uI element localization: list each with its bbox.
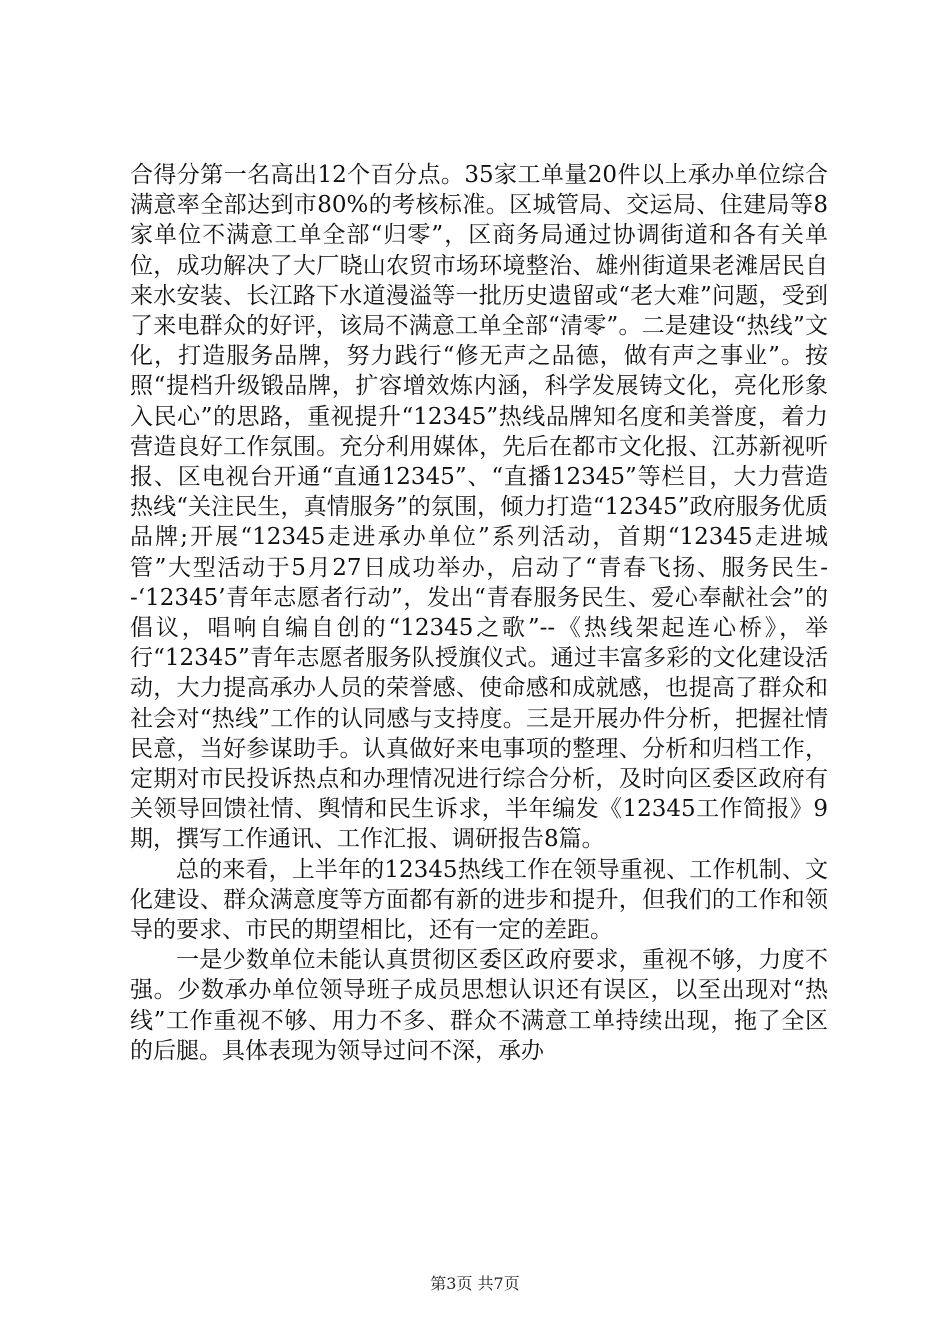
document-body <box>130 160 828 1066</box>
paragraph-summary: 总的来看，上半年的12345热线工作在领导重视、工作机制、文化建设、群众满意度等方面都有新的进步和提升，但我们的工作和领导的要求、市民的期望相比，还有一定的差距。 <box>130 856 828 944</box>
page-number-footer: 第3页 共7页 <box>430 1274 520 1293</box>
paragraph-continued: 合得分第一名高出12个百分点。35家工单量20件以上承办单位综合满意率全部达到市80%的考核标准。区城管局、交运局、住建局等8家单位不满意工单全部“归零”，区商务局通过协调街道和各有关单位，成功解决了大厂晓山农贸市场环境整治、雄州街道果老滩居民自来水安装、长江路下水道漫溢等一批历史遗留或“老大难”问题，受到了来电群众的好评，该局不满意工单全部“清零”。二是建设“热线”文化，打造服务品牌，努力践行“修无声之品德，做有声之事业”。按照“提档升级锻品牌，扩容增效炼内涵，科学发展铸文化，亮化形象入民心”的思路，重视提升“12345”热线品牌知名度和美誉度，着力营造良好工作氛围。充分利用媒体，先后在都市文化报、江苏新视听报、区电视台开通“直通12345”、“直播12345”等栏目，大力营造热线“关注民生，真情服务”的氛围，倾力打造“12345”政府服务优质品牌;开展“12345走进承办单位”系列活动，首期“12345走进城管”大型活动于5月27日成功举办，启动了“青春飞扬、服务民生--‘12345’青年志愿者行动”，发出“青春服务民生、爱心奉献社会”的倡议，唱响自编自创的“12345之歌”--《热线架起连心桥》，举行“12345”青年志愿者服务队授旗仪式。通过丰富多彩的文化建设活动，大力提高承办人员的荣誉感、使命感和成就感，也提高了群众和社会对“热线”工作的认同感与支持度。三是开展办件分析，把握社情民意，当好参谋助手。认真做好来电事项的整理、分析和归档工作，定期对市民投诉热点和办理情况进行综合分析，及时向区委区政府有关领导回馈社情、舆情和民生诉求，半年编发《12345工作简报》9期，撰写工作通讯、工作汇报、调研报告8篇。 <box>130 162 828 853</box>
paragraph-issue-one: 一是少数单位未能认真贯彻区委区政府要求，重视不够，力度不强。少数承办单位领导班子成员思想认识还有误区，以至出现对“热线”工作重视不够、用力不多、群众不满意工单持续出现，拖了全区的后腿。具体表现为领导过问不深，承办 <box>130 947 828 1064</box>
